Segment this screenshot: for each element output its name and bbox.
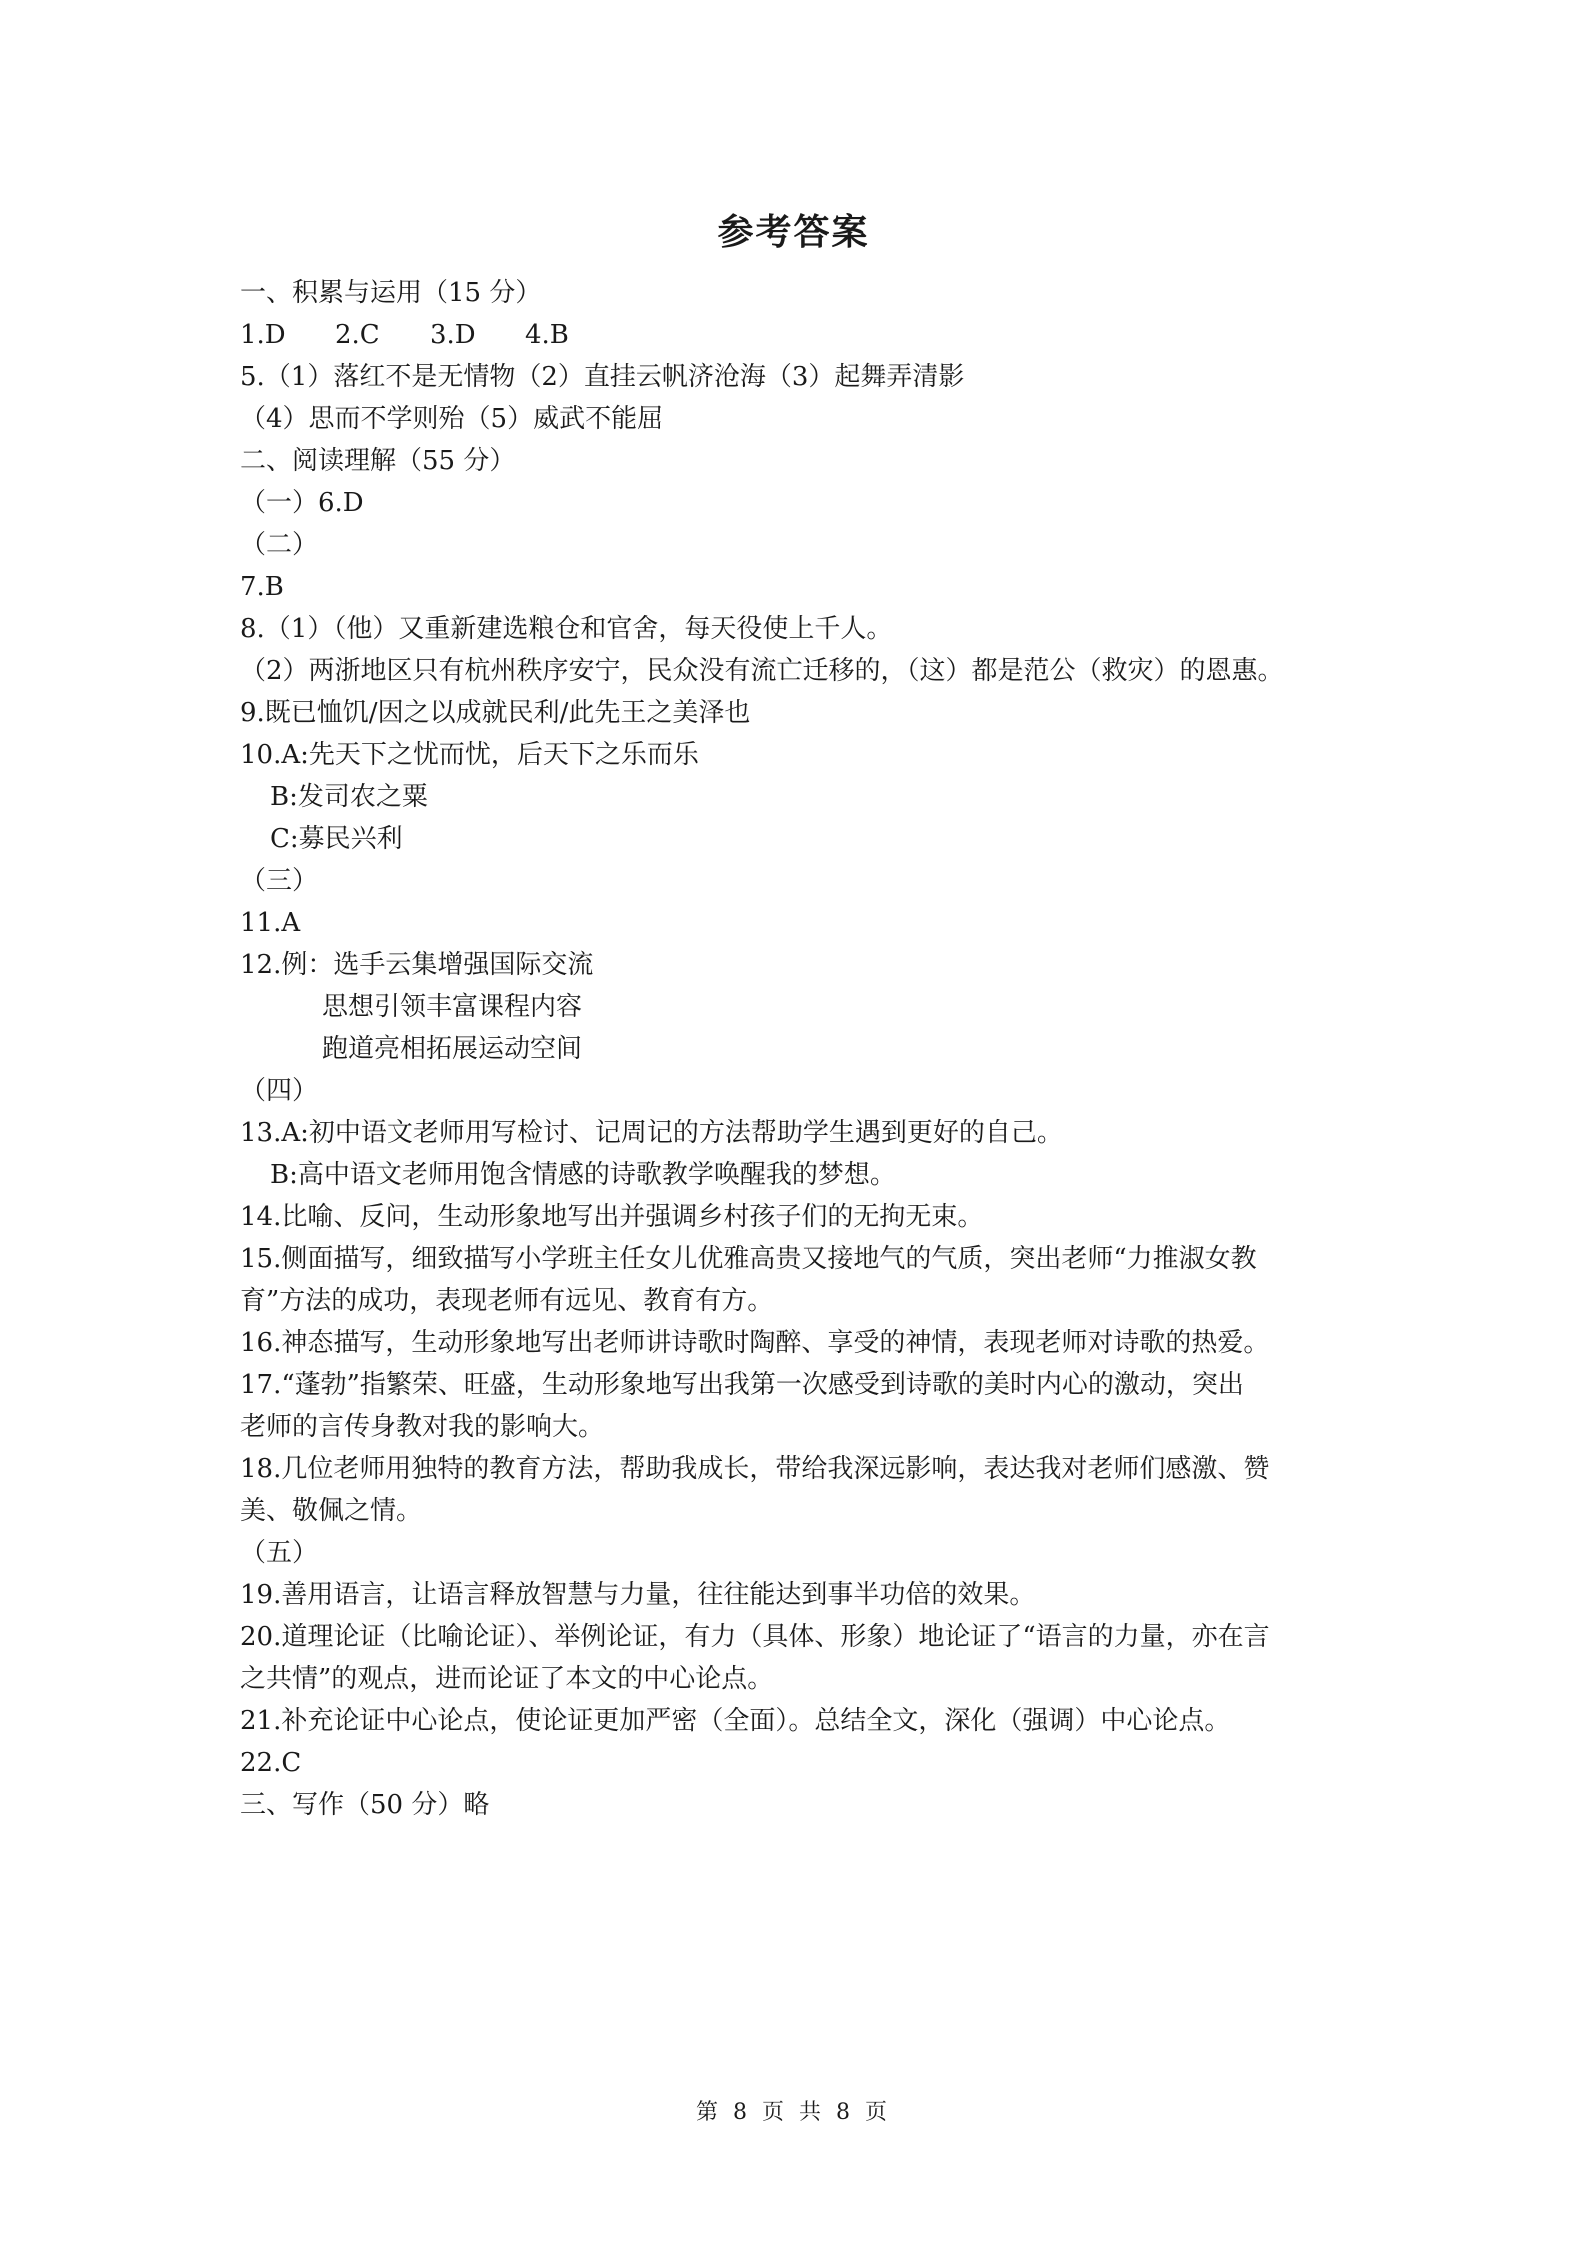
answer-20-line2: 之共情”的观点，进而论证了本文的中心论点。	[240, 1664, 774, 1694]
answer-13a: 13.A:初中语文老师用写检讨、记周记的方法帮助学生遇到更好的自己。	[240, 1118, 1063, 1148]
answer-15-line1: 15.侧面描写，细致描写小学班主任女儿优雅高贵又接地气的气质，突出老师“力推淑女教	[240, 1244, 1257, 1274]
section-heading-accumulation: 一、积累与运用（15 分）	[240, 278, 542, 308]
answer-20-line1: 20.道理论证（比喻论证）、举例论证，有力（具体、形象）地论证了“语言的力量，亦在言	[240, 1622, 1270, 1652]
answer-17-line1: 17.“蓬勃”指繁荣、旺盛，生动形象地写出我第一次感受到诗歌的美时内心的激动，突出	[240, 1370, 1244, 1400]
answer-17-line2: 老师的言传身教对我的影响大。	[240, 1412, 605, 1442]
answer-14: 14.比喻、反问，生动形象地写出并强调乡村孩子们的无拘无束。	[240, 1202, 984, 1232]
answer-19: 19.善用语言，让语言释放智慧与力量，往往能达到事半功倍的效果。	[240, 1580, 1036, 1610]
section-heading-reading: 二、阅读理解（55 分）	[240, 446, 516, 476]
answer-8-line1: 8.（1）（他）又重新建选粮仓和官舍，每天役使上千人。	[240, 614, 893, 644]
part-4-heading: （四）	[240, 1076, 319, 1106]
answer-content	[240, 272, 1370, 1826]
answer-12-line3: 跑道亮相拓展运动空间	[322, 1034, 583, 1064]
answer-5-line2: （4）思而不学则殆（5）威武不能屈	[240, 404, 664, 434]
part-5-heading: （五）	[240, 1538, 319, 1568]
section-heading-writing: 三、写作（50 分）略	[240, 1790, 490, 1820]
answer-8-line2: （2）两浙地区只有杭州秩序安宁，民众没有流亡迁移的，（这）都是范公（救灾）的恩惠。	[240, 656, 1284, 686]
answer-15-line2: 育”方法的成功，表现老师有远见、教育有方。	[240, 1286, 774, 1316]
answer-10a: 10.A:先天下之忧而忧，后天下之乐而乐	[240, 740, 699, 770]
answer-22: 22.C	[240, 1748, 302, 1778]
answer-5-line1: 5.（1）落红不是无情物（2）直挂云帆济沧海（3）起舞弄清影	[240, 362, 965, 392]
answer-9: 9.既已恤饥/因之以成就民利/此先王之美泽也	[240, 698, 751, 728]
answer-2: 2.C	[335, 320, 380, 350]
answer-10b: B:发司农之粟	[270, 782, 428, 812]
page-footer: 第 8 页 共 8 页	[696, 2100, 891, 2125]
answer-3: 3.D	[430, 320, 476, 350]
answer-18-line2: 美、敬佩之情。	[240, 1496, 423, 1526]
answer-21: 21.补充论证中心论点，使论证更加严密（全面）。总结全文，深化（强调）中心论点。	[240, 1706, 1231, 1736]
mcq-answers	[240, 314, 1370, 356]
answer-18-line1: 18.几位老师用独特的教育方法，帮助我成长，带给我深远影响，表达我对老师们感激、赞	[240, 1454, 1270, 1484]
part-3-heading: （三）	[240, 866, 319, 896]
answer-1: 1.D	[240, 320, 286, 350]
answer-4: 4.B	[525, 320, 569, 350]
answer-7: 7.B	[240, 572, 284, 602]
part-2-heading: （二）	[240, 530, 319, 560]
answer-13b: B:高中语文老师用饱含情感的诗歌教学唤醒我的梦想。	[270, 1160, 896, 1190]
answer-12-line1: 12.例：选手云集增强国际交流	[240, 950, 594, 980]
answer-16: 16.神态描写，生动形象地写出老师讲诗歌时陶醉、享受的神情，表现老师对诗歌的热爱。	[240, 1328, 1270, 1358]
answer-12-line2: 思想引领丰富课程内容	[322, 992, 583, 1022]
page-title: 参考答案	[717, 211, 870, 253]
answer-11: 11.A	[240, 908, 301, 938]
part-1-answer-6: （一）6.D	[240, 488, 364, 518]
answer-10c: C:募民兴利	[270, 824, 403, 854]
